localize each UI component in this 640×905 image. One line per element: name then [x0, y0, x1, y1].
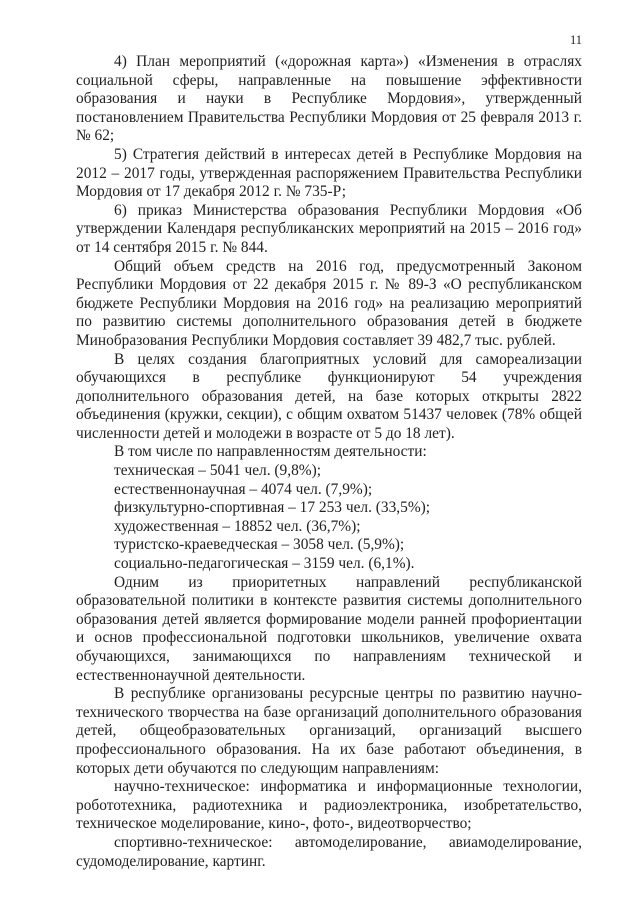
directions-intro: В том числе по направленностям деятельности:	[114, 443, 427, 461]
paragraph-order: 6) приказ Министерства образования Республики Мордовия «Об утверждении Календаря республиканских мероприятий на 2015 – 2016 год» от 14 сентября 2015 г. № 844.	[76, 201, 582, 256]
paragraph-resource-centers: В республике организованы ресурсные центры по развитию научно-технического творчества на базе организаций дополнительного образования детей, общеобразовательных организаций, организаций высшего профессионального образования. На их базе работают объединения, в которых дети обучаются по следующим направлениям:	[76, 685, 582, 777]
direction-item: социально-педагогическая – 3159 чел. (6,1%).	[114, 555, 415, 573]
direction-item: туристско-краеведческая – 3058 чел. (5,9%);	[114, 536, 405, 554]
paragraph-roadmap: 4) План мероприятий («дорожная карта») «Изменения в отраслях социальной сферы, направленные на повышение эффективности образования и науки в Республике Мордовия», утвержденный постановлением Правительства Республики Мордовия от 25 февраля 2013 г. № 62;	[76, 53, 582, 145]
direction-item: техническая – 5041 чел. (9,8%);	[114, 462, 322, 480]
paragraph-sports-technical: спортивно-техническое: автомоделирование, авиамоделирование, судомоделирование, картинг.	[76, 833, 582, 870]
direction-item: физкультурно-спортивная – 17 253 чел. (33,5%);	[114, 499, 431, 517]
paragraph-priority: Одним из приоритетных направлений республиканской образовательной политики в контексте развития системы дополнительного образования детей является формирование модели ранней профориентации и основ профессиональной подготовки школьников, увеличение охвата обучающихся, занимающихся по направлениям технической и естественнонаучной деятельности.	[76, 573, 582, 684]
direction-item: художественная – 18852 чел. (36,7%);	[114, 517, 361, 535]
paragraph-scientific-technical: научно-техническое: информатика и информационные технологии, робототехника, радиотехника и радиоэлектроника, изобретательство, техническое моделирование, кино-, фото-, видеотворчество;	[76, 778, 582, 833]
document-body	[76, 53, 582, 871]
paragraph-institutions: В целях создания благоприятных условий для самореализации обучающихся в республике функционируют 54 учреждения дополнительного образования детей, на базе которых открыты 2822 объединения (кружки, секции), с общим охватом 51437 человек (78% общей численности детей и молодежи в возрасте от 5 до 18 лет).	[76, 350, 582, 442]
paragraph-budget: Общий объем средств на 2016 год, предусмотренный Законом Республики Мордовия от 22 декабря 2015 г. № 89-З «О республиканском бюджете Республики Мордовия на 2016 год» на реализацию мероприятий по развитию системы дополнительного образования детей в бюджете Минобразования Республики Мордовия составляет 39 482,7 тыс. рублей.	[76, 257, 582, 349]
direction-item: естественнонаучная – 4074 чел. (7,9%);	[114, 480, 373, 498]
paragraph-strategy: 5) Стратегия действий в интересах детей в Республике Мордовия на 2012 – 2017 годы, утвержденная распоряжением Правительства Республики Мордовия от 17 декабря 2012 г. № 735-Р;	[76, 145, 582, 201]
page-number: 11	[569, 33, 582, 47]
